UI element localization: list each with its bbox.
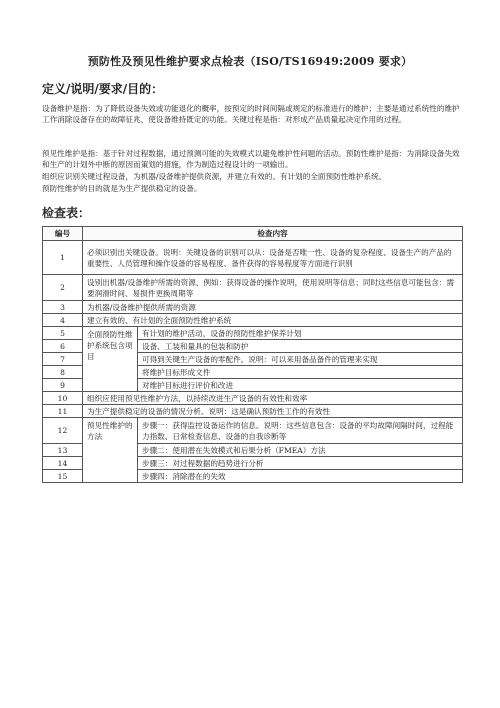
section-heading-checklist: 检查表：: [42, 206, 91, 220]
header-number: 编号: [43, 227, 83, 241]
row-content: 有计划的维护活动，设备的预防性维护保养计划: [138, 327, 463, 340]
row-content: 设别出机器/设备维护所需的资源，例如：获得设备的操作说明，使用说明等信息；同时这些信息可能包含：需要润滑时间、易损件更换周期等: [83, 275, 463, 301]
paragraph-maintenance-definition: 设备维护是指：为了降低设备失效或功能退化的概率，按预定的时间间隔或规定的标准进行的维护；主要是通过系统性的维护工作消除设备存在的故障征兆，使设备维持既定的功能。关键过程是指：对形成产品质量起决定作用的过程。: [42, 104, 460, 125]
checklist-table: [42, 226, 463, 483]
row-number: 7: [43, 353, 83, 366]
row-content: 设备、工装和量具的包装和防护: [138, 340, 463, 353]
table-row: [43, 275, 463, 301]
row-content: 步骤三：对过程数据的趋势进行分析: [138, 457, 463, 470]
group-label-tpm-items: 全面预防性维护系统包含项目: [83, 327, 138, 392]
row-number: 11: [43, 405, 83, 418]
row-number: 4: [43, 314, 83, 327]
row-content: 步骤四：消除潜在的失效: [138, 470, 463, 483]
document-title: 预防性及预见性维护要求点检表（ISO/TS16949:2009 要求）: [87, 55, 413, 68]
section-heading-definitions: 定义/说明/要求/目的：: [42, 82, 164, 96]
group-label-predictive-methods: 预见性维护的方法: [83, 418, 138, 483]
row-number: 13: [43, 444, 83, 457]
row-number: 14: [43, 457, 83, 470]
table-row: [43, 314, 463, 327]
row-content: 建立有效的、有计划的全面预防性维护系统: [83, 314, 463, 327]
table-row: [43, 327, 463, 340]
row-content: 将维护目标形成文件: [138, 366, 463, 379]
row-content: 步骤二：使用潜在失效模式和后果分析（FMEA）方法: [138, 444, 463, 457]
row-content: 为机器/设备维护提供所需的资源: [83, 301, 463, 314]
table-row: [43, 418, 463, 444]
table-row: [43, 405, 463, 418]
row-number: 5: [43, 327, 83, 340]
row-content: 为生产提供稳定的设备的情况分析。说明：这是确认预防性工作的有效性: [83, 405, 463, 418]
row-number: 15: [43, 470, 83, 483]
row-content: 步骤一：获得监控设备运作的信息。说明：这些信息包含：设备的平均故障间隔时间，过程能力指数、日常检查信息、设备的自我诊断等: [138, 418, 463, 444]
row-content: 可得到关键生产设备的零配件。说明：可以来用备品备件的管理来实现: [138, 353, 463, 366]
table-header-row: [43, 227, 463, 241]
row-number: 2: [43, 275, 83, 301]
row-content: 必须识别出关键设备。说明：关键设备的识别可以从：设备是否唯一性、设备的复杂程度、设备生产的产品的重要性、人员管理和操作设备的容易程度、备件获得的容易程度等方面进行识别: [83, 241, 463, 275]
paragraph-purpose: 预防性维护的目的就是为生产提供稳定的设备。: [42, 184, 202, 193]
row-number: 1: [43, 241, 83, 275]
table-row: [43, 392, 463, 405]
row-content: 对维护目标进行评价和改进: [138, 379, 463, 392]
row-number: 6: [43, 340, 83, 353]
row-number: 8: [43, 366, 83, 379]
row-content: 组织应使用预见性维护方法，以持续改进生产设备的有效性和效率: [83, 392, 463, 405]
row-number: 10: [43, 392, 83, 405]
header-content: 检查内容: [83, 227, 463, 241]
row-number: 12: [43, 418, 83, 444]
table-row: [43, 301, 463, 314]
row-number: 3: [43, 301, 83, 314]
row-number: 9: [43, 379, 83, 392]
paragraph-predictive-definition: 预见性维护是指：基于针对过程数据，通过预测可能的失效模式以避免维护性问题的活动。预防性维护是指：为消除设备失效和生产的计划外中断的原因而策划的措施，作为制造过程设计的一项输出。: [42, 149, 460, 170]
paragraph-organization-requirement: 组织应识别关键过程设备，为机器/设备维护提供资源，并建立有效的、有计划的全面预防性维护系统。: [42, 172, 387, 181]
table-row: [43, 241, 463, 275]
